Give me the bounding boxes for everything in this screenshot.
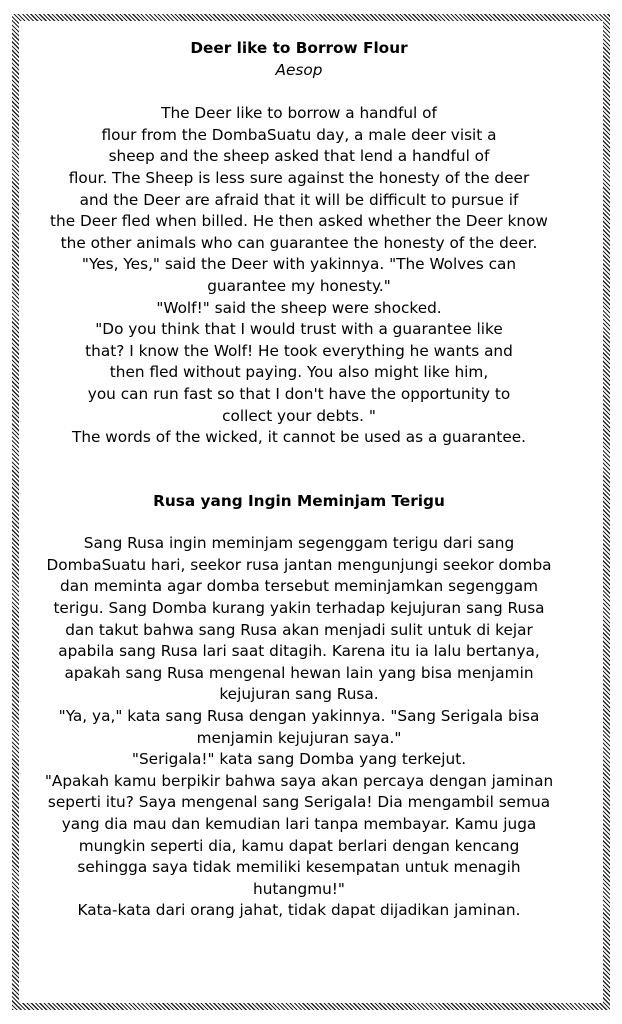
story-line: DombaSuatu hari, seekor rusa jantan mengunjungi seekor domba bbox=[46, 555, 552, 574]
story-line: "Serigala!" kata sang Domba yang terkejut. bbox=[131, 750, 467, 769]
story-line: hutangmu!" bbox=[253, 879, 345, 898]
story-line: sehingga saya tidak memiliki kesempatan untuk menagih bbox=[77, 858, 521, 877]
story-line: you can run fast so that I don't have the opportunity to bbox=[87, 384, 511, 403]
story-line: "Yes, Yes," said the Deer with yakinnya. "The Wolves can bbox=[81, 255, 517, 274]
english-story bbox=[14, 103, 584, 449]
story-line: Kata-kata dari orang jahat, tidak dapat dijadikan jaminan. bbox=[77, 901, 521, 920]
story-line: The words of the wicked, it cannot be used as a guarantee. bbox=[71, 428, 527, 447]
indonesian-title: Rusa yang Ingin Meminjam Terigu bbox=[153, 491, 445, 510]
story-line: collect your debts. " bbox=[222, 406, 376, 425]
story-line: seperti itu? Saya mengenal sang Serigala! Dia mengambil semua bbox=[47, 793, 551, 812]
story-line: flour from the DombaSuatu day, a male deer visit a bbox=[101, 125, 497, 144]
story-line: "Ya, ya," kata sang Rusa dengan yakinnya. "Sang Serigala bisa bbox=[58, 707, 540, 726]
story-line: "Apakah kamu berpikir bahwa saya akan percaya dengan jaminan bbox=[44, 771, 554, 790]
story-line: apakah sang Rusa mengenal hewan lain yang bisa menjamin bbox=[64, 663, 534, 682]
story-line: guarantee my honesty." bbox=[207, 276, 391, 295]
story-line: Sang Rusa ingin meminjam segenggam terigu dari sang bbox=[83, 534, 515, 553]
story-line: the Deer fled when billed. He then asked whether the Deer know bbox=[50, 212, 548, 231]
story-line: yang dia mau dan kemudian lari tanpa membayar. Kamu juga bbox=[61, 815, 537, 833]
story-line: The Deer like to borrow a handful of bbox=[161, 104, 437, 123]
story-line: the other animals who can guarantee the honesty of the deer. bbox=[60, 233, 538, 252]
story-line: then fled without paying. You also might like him, bbox=[109, 363, 489, 382]
story-line: sheep and the sheep asked that lend a handful of bbox=[108, 147, 490, 166]
story-line: dan takut bahwa sang Rusa akan menjadi sulit untuk di kejar bbox=[65, 620, 533, 639]
story-line: that? I know the Wolf! He took everything he wants and bbox=[85, 341, 513, 360]
english-author: Aesop bbox=[275, 60, 323, 79]
story-line: dan meminta agar domba tersebut meminjamkan segenggam bbox=[60, 577, 538, 596]
story-line: "Wolf!" said the sheep were shocked. bbox=[156, 298, 442, 317]
indonesian-story bbox=[14, 533, 584, 922]
story-line: mungkin seperti dia, kamu dapat berlari dengan kencang bbox=[78, 836, 520, 855]
english-title: Deer like to Borrow Flour bbox=[190, 39, 408, 57]
story-line: menjamin kejujuran saya." bbox=[196, 728, 402, 747]
story-line: apabila sang Rusa lari saat ditagih. Karena itu ia lalu bertanya, bbox=[58, 642, 540, 661]
story-line: kejujuran sang Rusa. bbox=[219, 685, 379, 704]
story-line: terigu. Sang Domba kurang yakin terhadap kejujuran sang Rusa bbox=[53, 599, 545, 618]
story-line: and the Deer are afraid that it will be difficult to pursue if bbox=[79, 190, 519, 209]
story-line: flour. The Sheep is less sure against the honesty of the deer bbox=[68, 168, 530, 187]
document-content bbox=[14, 38, 584, 922]
story-line: "Do you think that I would trust with a guarantee like bbox=[95, 320, 503, 339]
